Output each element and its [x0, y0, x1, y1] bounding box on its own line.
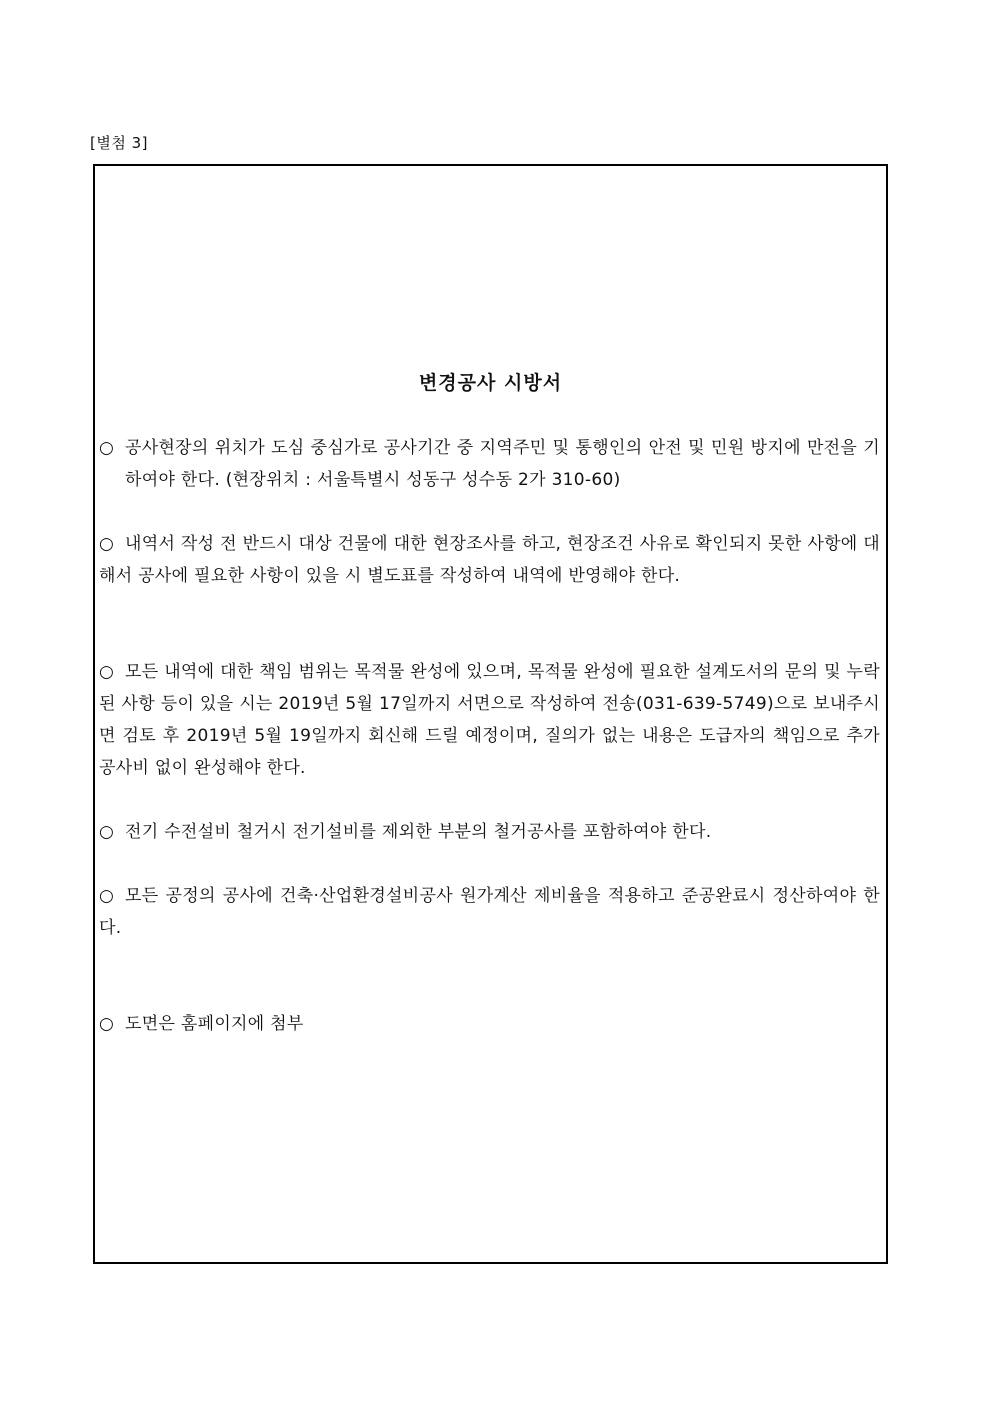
- bullet-circle-icon: ○: [99, 438, 115, 458]
- clause-cost-rates: [99, 880, 880, 944]
- clause-responsibility: [99, 656, 880, 784]
- bullet-circle-icon: ○: [99, 662, 115, 682]
- clause-electrical-removal: [99, 816, 880, 848]
- document-frame: [93, 164, 888, 1264]
- bullet-circle-icon: ○: [99, 886, 115, 906]
- clause-text: 도면은 홈페이지에 첨부: [125, 1014, 304, 1034]
- clause-text: 모든 공정의 공사에 건축·산업환경설비공사 원가계산 제비율을 적용하고 준공완료시 정산하여야 한다.: [99, 886, 880, 938]
- clause-text: 모든 내역에 대한 책임 범위는 목적물 완성에 있으며, 목적물 완성에 필요한 설계도서의 문의 및 누락된 사항 등이 있을 시는 2019년 5월 17일까지 서면으로 작성하여 전송(031-639-5749)으로 보내주시면 검토 후 2019년 5월 19일까지 회신해 드릴 예정이며, 질의가 없는 내용은 도급자의 책임으로 추가 공사비 없이 완성해야 한다.: [99, 662, 880, 778]
- clause-text: 공사현장의 위치가 도심 중심가로 공사기간 중 지역주민 및 통행인의 안전 및 민원 방지에 만전을 기하여야 한다. (현장위치 : 서울특별시 성동구 성수동 2가 310-60): [125, 438, 880, 490]
- document-title: 변경공사 시방서: [418, 372, 563, 394]
- clause-drawings: [99, 1008, 880, 1040]
- attachment-label: [별첨 3]: [90, 134, 148, 152]
- clause-text: 전기 수전설비 철거시 전기설비를 제외한 부분의 철거공사를 포함하여야 한다.: [125, 822, 712, 842]
- clause-site-safety: [99, 432, 880, 496]
- clause-site-survey: [99, 528, 880, 592]
- bullet-circle-icon: ○: [99, 822, 115, 842]
- clause-text: 내역서 작성 전 반드시 대상 건물에 대한 현장조사를 하고, 현장조건 사유로 확인되지 못한 사항에 대해서 공사에 필요한 사항이 있을 시 별도표를 작성하여 내역에 반영해야 한다.: [99, 534, 880, 586]
- bullet-circle-icon: ○: [99, 534, 115, 554]
- bullet-circle-icon: ○: [99, 1014, 115, 1034]
